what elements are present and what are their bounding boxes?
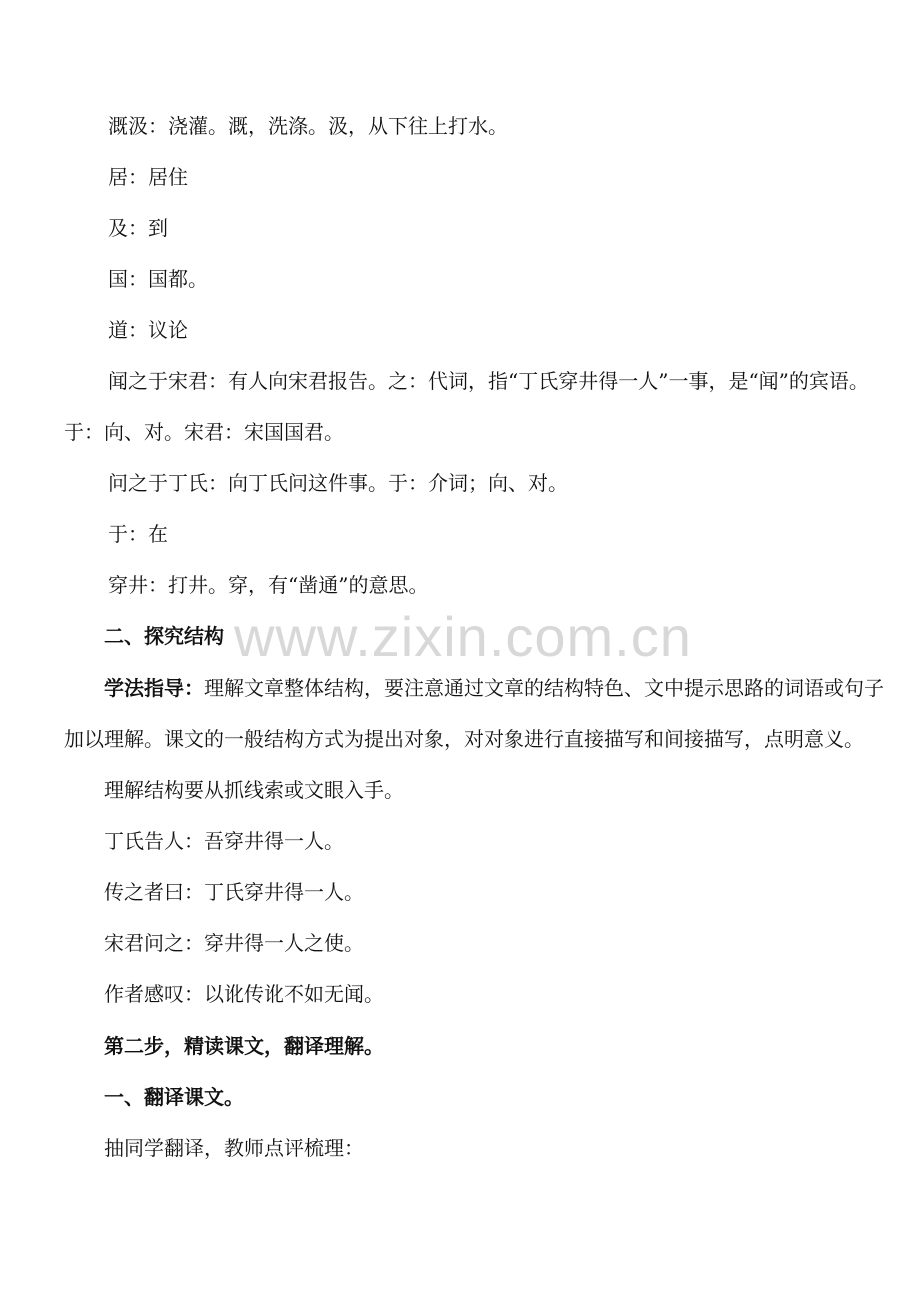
paragraph-line: 加以理解。课文的一般结构方式为提出对象，对对象进行直接描写和间接描写，点明意义。: [64, 727, 864, 751]
structure-line: 丁氏告人：吾穿井得一人。: [104, 829, 344, 853]
annotation-line: 溉汲：浇灌。溉，洗涤。汲，从下往上打水。: [108, 114, 508, 138]
annotation-line: 国：国都。: [108, 267, 208, 291]
structure-line: 传之者曰：丁氏穿井得一人。: [104, 880, 364, 904]
paragraph-line: 理解结构要从抓线索或文眼入手。: [104, 778, 404, 802]
step-heading: 第二步，精读课文，翻译理解。: [104, 1034, 384, 1058]
annotation-line: 道：议论: [108, 318, 188, 342]
annotation-line: 穿井：打井。穿，有“凿通”的意思。: [108, 573, 429, 597]
annotation-line: 居：居住: [108, 165, 188, 189]
method-guide-text: 理解文章整体结构，要注意通过文章的结构特色、文中提示思路的词语或句子: [204, 676, 884, 700]
annotation-line: 及：到: [108, 216, 168, 240]
method-guide-paragraph: [104, 675, 884, 701]
annotation-line: 于：向、对。宋君：宋国国君。: [64, 420, 344, 444]
structure-line: 宋君问之：穿井得一人之使。: [104, 931, 364, 955]
method-guide-label: 学法指导：: [104, 676, 204, 700]
watermark: www.zixin.com.cn: [234, 605, 692, 668]
section-heading: 二、探究结构: [104, 624, 224, 648]
annotation-line: 问之于丁氏：向丁氏问这件事。于：介词；向、对。: [108, 471, 568, 495]
annotation-line: 于：在: [108, 522, 168, 546]
structure-line: 作者感叹：以讹传讹不如无闻。: [104, 982, 384, 1006]
paragraph-line: 抽同学翻译，教师点评梳理：: [104, 1136, 364, 1160]
annotation-line: 闻之于宋君：有人向宋君报告。之：代词，指“丁氏穿井得一人”一事，是“闻”的宾语。: [108, 369, 869, 393]
section-heading: 一、翻译课文。: [104, 1085, 244, 1109]
